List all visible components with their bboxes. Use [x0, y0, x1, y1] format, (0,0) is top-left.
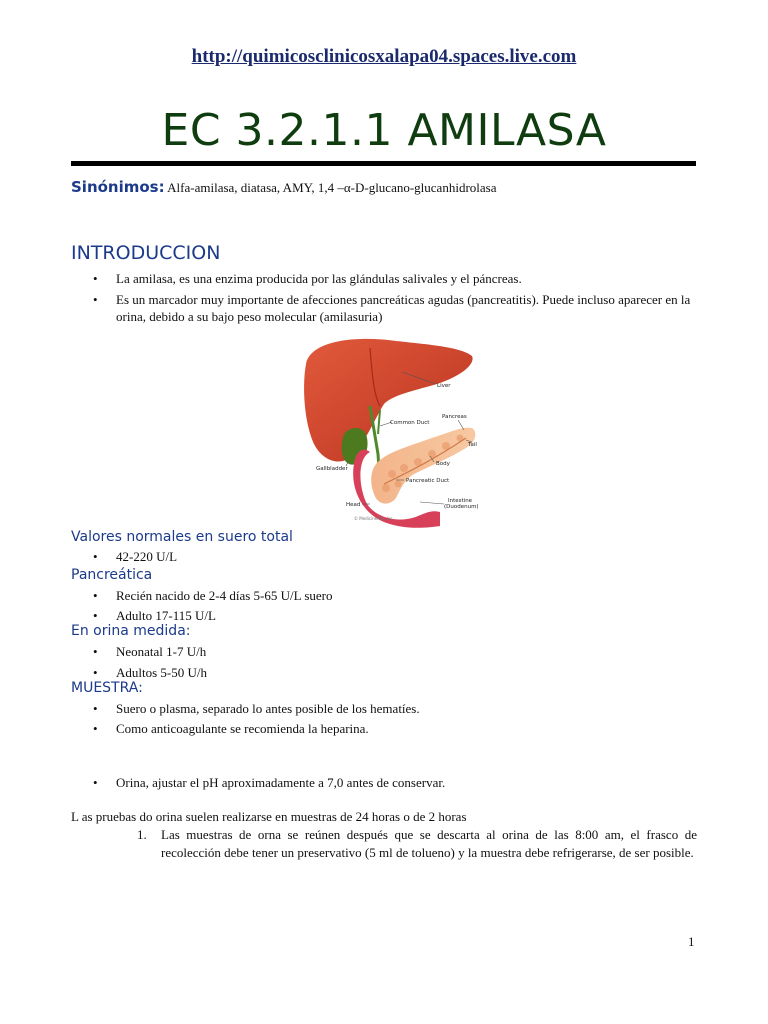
normal-values-heading: Valores normales en suero total	[71, 529, 293, 545]
sample-list	[71, 700, 671, 737]
pancreatic-heading: Pancreática	[71, 567, 153, 583]
list-item: • Adultos 5-50 U/h	[71, 664, 671, 681]
intro-list	[71, 270, 711, 329]
source-url-link[interactable]: http://quimicosclinicosxalapa04.spaces.live.com	[191, 46, 577, 67]
urine-list	[71, 643, 671, 681]
urine-note: L as pruebas do orina suelen realizarse en muestras de 24 horas o de 2 horas	[71, 809, 467, 824]
intestine-label: Intestine	[448, 498, 473, 504]
numbered-list-item	[137, 826, 697, 862]
sample-extra-list	[71, 774, 671, 791]
synonyms-line	[71, 178, 496, 196]
normal-values-list	[71, 548, 671, 565]
body-label: Body	[436, 461, 450, 467]
list-item: • Orina, ajustar el pH aproximadamente a 7,0 antes de conservar.	[71, 774, 671, 791]
list-item: • Es un marcador muy importante de afecciones pancreáticas agudas (pancreatitis). Puede incluso aparecer en la orina, debido a su bajo peso molecular (amilasuria)	[71, 291, 711, 325]
pancreas-anatomy-illustration	[300, 334, 480, 528]
tail-label: Tail	[468, 442, 477, 448]
list-item: • Adulto 17-115 U/L	[71, 607, 671, 624]
pancreas-label: Pancreas	[442, 414, 467, 420]
list-item: • 42-220 U/L	[71, 548, 671, 565]
gallbladder-label: Gallbladder	[316, 466, 348, 472]
pancreatic-duct-label: Pancreatic Duct	[406, 478, 450, 484]
duodenum-label: (Duodenum)	[444, 504, 479, 510]
gallbladder-shape	[342, 428, 368, 465]
liver-label: Liver	[437, 383, 451, 389]
urine-heading: En orina medida:	[71, 623, 191, 639]
item-text: Las muestras de orna se reúnen después que se descarta al orina de las 8:00 am, el frasco de recolección debe tener un preservativo (5 ml de tolueno) y la muestra debe refrigerarse, de ser posible.	[161, 827, 697, 860]
synonyms-text: Alfa-amilasa, diatasa, AMY, 1,4 –α-D-glucano-glucanhidrolasa	[167, 180, 497, 195]
item-number: 1.	[137, 827, 147, 842]
common-duct-label: Common Duct	[390, 420, 430, 426]
list-item: • Neonatal 1-7 U/h	[71, 643, 671, 660]
list-item: • La amilasa, es una enzima producida por las glándulas salivales y el páncreas.	[71, 270, 711, 287]
intro-heading: INTRODUCCION	[71, 242, 221, 264]
pancreatic-list	[71, 587, 671, 624]
page-number: 1	[688, 934, 695, 949]
head-label: Head	[346, 502, 361, 508]
title-divider	[71, 161, 696, 166]
list-item: • Recién nacido de 2-4 días 5-65 U/L suero	[71, 587, 671, 604]
list-item: • Como anticoagulante se recomienda la heparina.	[71, 720, 671, 737]
image-credit: © MedicineNet, Inc.	[354, 516, 394, 521]
synonyms-label: Sinónimos:	[71, 178, 165, 196]
list-item: • Suero o plasma, separado lo antes posible de los hematíes.	[71, 700, 671, 717]
sample-heading: MUESTRA:	[71, 680, 143, 696]
document-title: EC 3.2.1.1 AMILASA	[161, 105, 607, 156]
